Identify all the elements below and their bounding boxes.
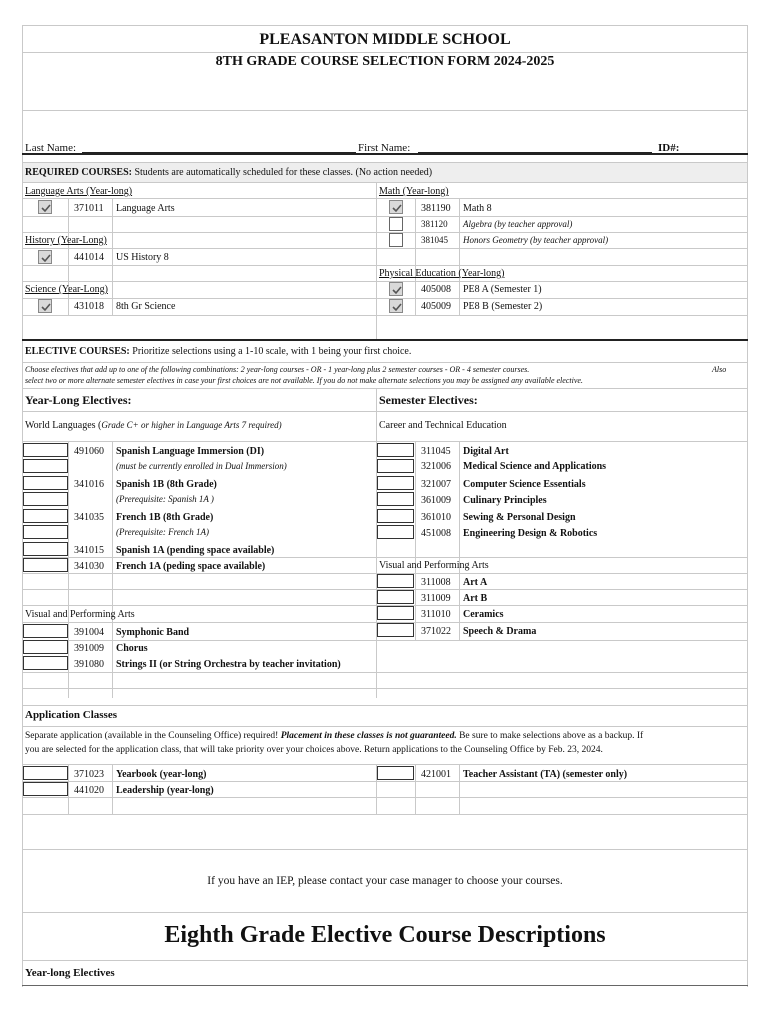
course-code: 381120 — [421, 219, 448, 229]
course-name: Ceramics — [463, 609, 504, 620]
course-name: Spanish 1B (8th Grade) — [116, 479, 217, 490]
algebra-checkbox[interactable] — [389, 217, 403, 231]
course-name: Sewing & Personal Design — [463, 512, 576, 523]
rank-input[interactable] — [23, 459, 68, 473]
course-note: (Prerequisite: Spanish 1A ) — [116, 494, 214, 504]
course-code: 361009 — [421, 495, 451, 506]
first-name-field[interactable] — [358, 142, 410, 154]
sewing-rank-input[interactable] — [377, 509, 414, 523]
application-text-1a: Separate application (available in the Counseling Office) required! — [25, 731, 279, 741]
strings-rank-input[interactable] — [23, 656, 68, 670]
school-name: PLEASANTON MIDDLE SCHOOL — [259, 31, 511, 48]
yearbook-rank-input[interactable] — [23, 766, 68, 780]
electives-heading-row — [25, 346, 411, 357]
world-languages-label: World Languages ( — [25, 420, 102, 431]
course-name: Strings II (or String Orchestra by teacher invitation) — [116, 659, 341, 670]
course-name: French 1A (peding space available) — [116, 561, 266, 572]
course-code: 451008 — [421, 528, 451, 539]
culinary-rank-input[interactable] — [377, 492, 414, 506]
spanish-immersion-rank-input[interactable] — [23, 443, 68, 457]
application-text-1 — [25, 731, 643, 741]
course-name: Chorus — [116, 643, 148, 654]
iep-note: If you have an IEP, please contact your case manager to choose your courses. — [207, 875, 563, 887]
course-name: PE8 A (Semester 1) — [463, 284, 542, 295]
application-text-2: you are selected for the application class, that will take priority over your choices above. Return applications to the Counseling Office by Feb. 23, 2024. — [25, 745, 603, 755]
pe-b-checkbox[interactable] — [389, 299, 403, 313]
spanish-1b-rank-input[interactable] — [23, 476, 68, 490]
course-code: 321006 — [421, 461, 451, 472]
electives-note: Prioritize selections using a 1-10 scale, with 1 being your first choice. — [132, 346, 412, 357]
course-name: Language Arts — [116, 203, 175, 214]
pe-a-checkbox[interactable] — [389, 282, 403, 296]
ta-rank-input[interactable] — [377, 766, 414, 780]
spanish-1a-rank-input[interactable] — [23, 542, 68, 556]
electives-heading: ELECTIVE COURSES: — [25, 346, 130, 357]
medical-science-rank-input[interactable] — [377, 459, 414, 473]
course-name: Algebra (by teacher approval) — [463, 219, 573, 229]
course-name: Computer Science Essentials — [463, 479, 586, 490]
course-code: 361010 — [421, 512, 451, 523]
id-field[interactable] — [658, 142, 679, 154]
course-code: 491060 — [74, 446, 104, 457]
course-name: PE8 B (Semester 2) — [463, 301, 543, 312]
course-code: 311045 — [421, 446, 451, 457]
application-title: Application Classes — [25, 709, 117, 721]
computer-science-rank-input[interactable] — [377, 476, 414, 490]
course-code: 381190 — [421, 203, 451, 214]
art-a-rank-input[interactable] — [377, 574, 414, 588]
history-label: History (Year-Long) — [25, 235, 107, 246]
science-checkbox[interactable] — [38, 299, 52, 313]
math-label: Math (Year-long) — [379, 186, 449, 197]
rank-input[interactable] — [23, 492, 68, 506]
pe-label: Physical Education (Year-long) — [379, 268, 505, 279]
last-name-line[interactable] — [82, 152, 356, 153]
course-name: Math 8 — [463, 203, 492, 214]
course-code: 341015 — [74, 545, 104, 556]
semester-electives-title: Semester Electives: — [379, 393, 478, 407]
required-note: Students are automatically scheduled for these classes. (No action needed) — [134, 167, 433, 178]
course-code: 441020 — [74, 785, 104, 796]
last-name-label: Last Name: — [25, 142, 77, 154]
course-code: 371022 — [421, 626, 451, 637]
math8-checkbox[interactable] — [389, 200, 403, 214]
year-long-electives-title: Year-Long Electives: — [25, 393, 132, 407]
course-name: Digital Art — [463, 446, 509, 457]
electives-instructions-also: Also — [712, 365, 727, 374]
course-code: 381045 — [421, 235, 448, 245]
course-name: French 1B (8th Grade) — [116, 512, 214, 523]
course-code: 341016 — [74, 479, 104, 490]
course-code: 391080 — [74, 659, 104, 670]
course-name: Spanish Language Immersion (DI) — [116, 446, 265, 457]
form-title: 8TH GRADE COURSE SELECTION FORM 2024-2025 — [215, 54, 555, 69]
course-code: 371023 — [74, 769, 104, 780]
engineering-rank-input[interactable] — [377, 525, 414, 539]
science-label: Science (Year-Long) — [25, 284, 108, 295]
chorus-rank-input[interactable] — [23, 640, 68, 654]
course-code: 311008 — [421, 577, 451, 588]
course-note: (Prerequisite: French 1A) — [116, 527, 209, 537]
course-code: 441014 — [74, 252, 104, 263]
leadership-rank-input[interactable] — [23, 782, 68, 796]
history-checkbox[interactable] — [38, 250, 52, 264]
electives-instructions-2: select two or more alternate semester electives in case your first choices are not available. If you do not make alternate selections you may be assigned any available elective. — [25, 376, 583, 385]
required-heading: REQUIRED COURSES: — [25, 167, 132, 178]
cte-label: Career and Technical Education — [379, 420, 507, 431]
course-name: Yearbook (year-long) — [116, 769, 207, 780]
course-name: Medical Science and Applications — [463, 461, 607, 472]
ceramics-rank-input[interactable] — [377, 606, 414, 620]
application-text-1c: Be sure to make selections above as a backup. If — [459, 731, 644, 741]
course-name: Spanish 1A (pending space available) — [116, 545, 275, 556]
course-code: 405009 — [421, 301, 451, 312]
course-code: 371011 — [74, 203, 104, 214]
language-arts-checkbox[interactable] — [38, 200, 52, 214]
vpa-sem-label: Visual and Performing Arts — [379, 560, 489, 571]
honors-geometry-checkbox[interactable] — [389, 233, 403, 247]
world-languages-note: Grade C+ or higher in Language Arts 7 required) — [101, 420, 282, 430]
course-name: Symphonic Band — [116, 627, 190, 638]
course-note: (must be currently enrolled in Dual Immersion) — [116, 461, 287, 471]
course-name: Engineering Design & Robotics — [463, 528, 598, 539]
course-code: 311010 — [421, 609, 451, 620]
course-code: 405008 — [421, 284, 451, 295]
rank-input[interactable] — [23, 525, 68, 539]
symphonic-band-rank-input[interactable] — [23, 624, 68, 638]
course-code: 341030 — [74, 561, 104, 572]
course-code: 321007 — [421, 479, 451, 490]
world-languages-label-row — [25, 420, 282, 431]
descriptions-title: Eighth Grade Elective Course Descriptions — [164, 922, 606, 948]
art-b-rank-input[interactable] — [377, 590, 414, 604]
vpa-year-label: Visual and Performing Arts — [25, 609, 135, 620]
required-heading-row — [25, 167, 432, 178]
language-arts-label: Language Arts (Year-long) — [25, 186, 133, 197]
course-code: 391004 — [74, 627, 104, 638]
speech-drama-rank-input[interactable] — [377, 623, 414, 637]
french-1a-rank-input[interactable] — [23, 558, 68, 572]
course-name: Leadership (year-long) — [116, 785, 214, 796]
first-name-line[interactable] — [418, 152, 652, 153]
course-name: 8th Gr Science — [116, 301, 176, 312]
application-text-1b: Placement in these classes is not guaranteed. — [280, 731, 457, 741]
course-name: Speech & Drama — [463, 626, 537, 637]
digital-art-rank-input[interactable] — [377, 443, 414, 457]
electives-instructions-1: Choose electives that add up to one of the following combinations: 2 year-long courses - OR - 1 year-long plus 2 semester courses - OR - 4 semester courses. — [25, 365, 530, 374]
course-code: 341035 — [74, 512, 104, 523]
course-name: Teacher Assistant (TA) (semester only) — [463, 769, 628, 780]
course-code: 391009 — [74, 643, 104, 654]
course-name: Art A — [463, 577, 488, 588]
course-code: 421001 — [421, 769, 451, 780]
course-code: 311009 — [421, 593, 451, 604]
descriptions-subtitle: Year-long Electives — [25, 967, 115, 979]
french-1b-rank-input[interactable] — [23, 509, 68, 523]
course-name: Culinary Principles — [463, 495, 547, 506]
first-name-label: First Name: — [358, 142, 411, 154]
course-name: Honors Geometry (by teacher approval) — [463, 235, 609, 245]
course-name: Art B — [463, 593, 488, 604]
id-label: ID#: — [658, 142, 680, 154]
course-code: 431018 — [74, 301, 104, 312]
last-name-field[interactable] — [25, 142, 76, 154]
course-name: US History 8 — [116, 252, 169, 263]
